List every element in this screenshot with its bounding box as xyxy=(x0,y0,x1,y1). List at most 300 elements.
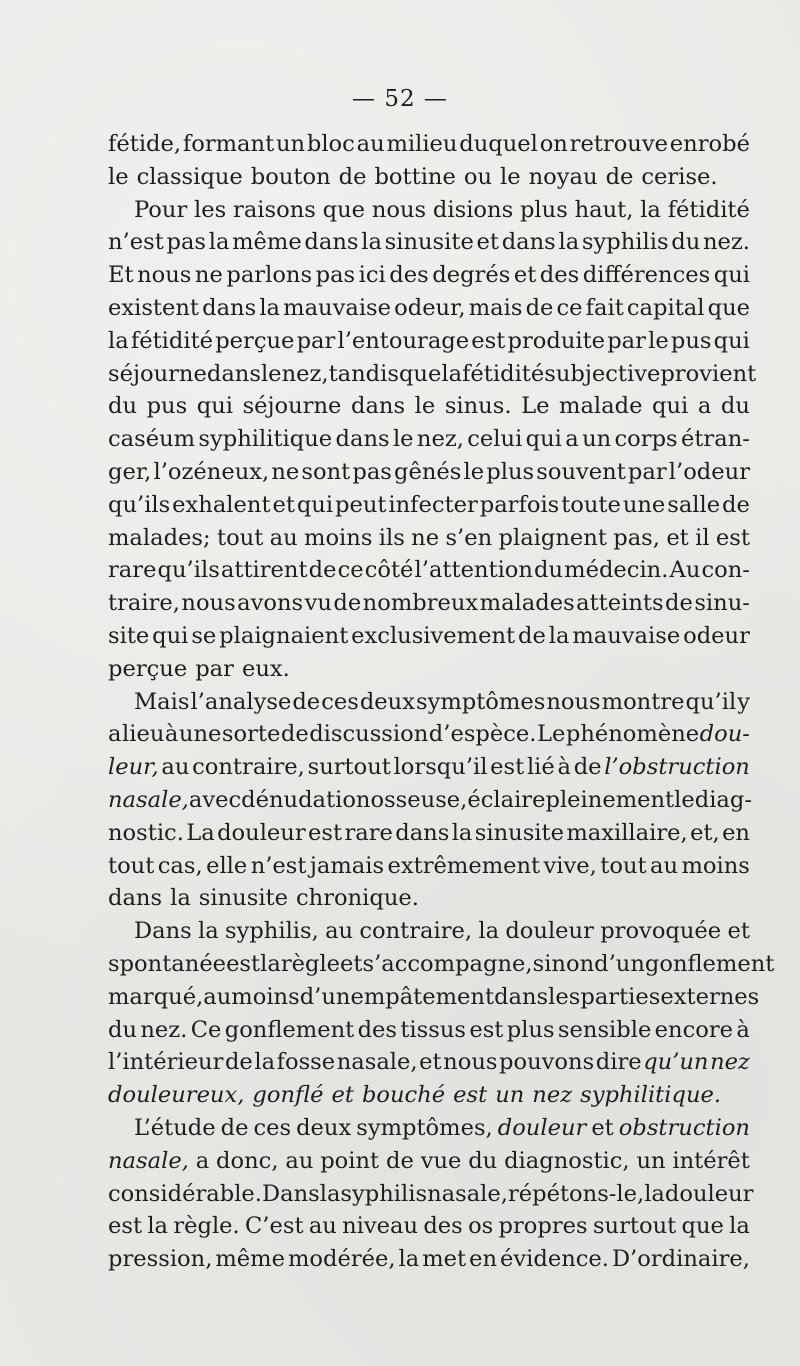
text-line xyxy=(108,981,760,1014)
word: corps xyxy=(614,426,678,453)
word: la xyxy=(208,229,230,256)
word: la xyxy=(398,1246,420,1273)
word: nez xyxy=(532,1082,573,1109)
word: la xyxy=(260,950,281,977)
word: une xyxy=(178,721,222,748)
word: leur, xyxy=(108,754,159,781)
word: dans xyxy=(350,393,406,420)
text-line xyxy=(108,1112,750,1145)
word: perçue xyxy=(215,327,295,354)
text-line xyxy=(108,653,750,686)
word: mauvaise xyxy=(283,294,392,321)
word: retrouve xyxy=(569,131,668,157)
word: vive, xyxy=(543,852,597,879)
text-line xyxy=(108,390,750,423)
word: raisons xyxy=(233,196,316,223)
word: douleureux, xyxy=(108,1082,245,1109)
word: s’accompagne, xyxy=(362,950,533,977)
word: sinon xyxy=(532,950,595,977)
word: et, xyxy=(690,819,720,846)
word: discussion xyxy=(309,721,429,748)
word: nous xyxy=(546,688,601,715)
word: deux xyxy=(359,688,415,715)
word: pus xyxy=(146,393,188,420)
word: côté xyxy=(364,557,414,584)
word: tout xyxy=(600,852,647,879)
word: Ce xyxy=(190,1016,222,1043)
word: des xyxy=(539,262,580,289)
word: même xyxy=(215,1246,285,1273)
word: extrêmement xyxy=(387,852,541,879)
word: pas xyxy=(166,229,207,256)
word: pleinement xyxy=(545,786,675,813)
word: évidence. xyxy=(500,1246,609,1273)
word: règle xyxy=(280,950,341,977)
word: des xyxy=(357,1016,397,1043)
word: la xyxy=(108,327,129,354)
word: nous xyxy=(371,196,427,223)
word: elle xyxy=(206,852,248,879)
word: et xyxy=(340,950,363,977)
word: point xyxy=(320,1147,380,1174)
word: est xyxy=(471,327,506,354)
word: ces xyxy=(253,1114,292,1141)
word: au xyxy=(285,1147,314,1174)
word: de xyxy=(333,590,362,617)
word: gonflé xyxy=(252,1082,324,1109)
word: Et xyxy=(108,262,134,289)
word: moins xyxy=(681,852,750,879)
word: plaignaient xyxy=(219,622,349,649)
word: différences xyxy=(582,262,711,289)
word: parlons xyxy=(226,262,313,289)
word: un xyxy=(636,1147,666,1174)
word: infecter xyxy=(388,491,478,518)
word: l’obstruction xyxy=(604,754,750,781)
word: phénomène xyxy=(565,721,700,748)
word: médecin. xyxy=(564,557,669,584)
word: de xyxy=(292,688,321,715)
word: lié xyxy=(526,754,555,781)
word: con- xyxy=(701,557,750,584)
word: fait xyxy=(585,294,624,321)
word: gonflement xyxy=(644,950,775,977)
word: des xyxy=(389,262,429,289)
text-line xyxy=(108,587,750,620)
text-line xyxy=(108,194,750,227)
word: exclusivement xyxy=(351,622,516,649)
word: y xyxy=(737,688,750,715)
word: la xyxy=(259,294,281,321)
word: par xyxy=(296,327,336,354)
word: pas xyxy=(315,262,356,289)
word: et xyxy=(513,262,537,289)
word: surtout xyxy=(307,754,391,781)
word: atteints xyxy=(576,590,664,617)
word: nostic. xyxy=(108,819,184,846)
word: avec xyxy=(188,786,242,813)
text-line xyxy=(108,325,750,358)
word: d’un xyxy=(594,950,645,977)
word: niveau xyxy=(342,1213,419,1240)
word: lorsqu’il xyxy=(393,754,488,781)
word: l’ozéneux, xyxy=(153,458,270,485)
word: la xyxy=(478,918,500,945)
word: et xyxy=(419,1049,442,1076)
word: et xyxy=(591,1114,614,1141)
word: un xyxy=(275,131,306,157)
word: du xyxy=(720,393,750,420)
text-line xyxy=(108,948,775,981)
word: vue xyxy=(420,1147,462,1174)
word: sinusite xyxy=(384,229,474,256)
word: que xyxy=(322,196,366,223)
word: avons xyxy=(237,590,304,617)
word: que xyxy=(398,360,442,387)
word: fétidité xyxy=(667,196,750,223)
word: qui xyxy=(652,393,689,420)
word: sensible xyxy=(557,1016,652,1043)
word: n’est xyxy=(250,852,307,879)
word: a xyxy=(195,1147,210,1174)
word: site xyxy=(108,622,150,649)
word: dans xyxy=(395,819,450,846)
word: règle. xyxy=(173,1213,240,1240)
word: Au xyxy=(669,557,701,584)
word: la xyxy=(729,1213,750,1240)
word: la xyxy=(147,1213,169,1240)
word: par xyxy=(627,458,667,485)
word: qui xyxy=(713,327,750,354)
word: ce xyxy=(556,294,583,321)
word: syphilis xyxy=(581,229,669,256)
text-line xyxy=(108,882,750,915)
word: de xyxy=(525,294,554,321)
text-line xyxy=(108,128,750,161)
word: et xyxy=(272,491,295,518)
word: ces xyxy=(321,688,359,715)
word: syphilis xyxy=(340,1180,428,1207)
word: même xyxy=(232,229,302,256)
word: les xyxy=(194,196,227,223)
word: de xyxy=(224,1049,253,1076)
text-line xyxy=(108,751,750,784)
text-line xyxy=(108,850,750,883)
word: au xyxy=(161,754,190,781)
word: sinusite xyxy=(198,885,288,912)
word: Dans xyxy=(261,1180,320,1207)
word: la xyxy=(254,1049,276,1076)
word: degrés xyxy=(432,262,511,289)
word: osseuse, xyxy=(370,786,468,813)
word: au xyxy=(269,524,298,551)
word: dans xyxy=(494,983,549,1010)
word: le xyxy=(108,163,129,190)
word: dire xyxy=(595,1049,642,1076)
word: milieu xyxy=(386,131,458,157)
word: qui xyxy=(152,622,189,649)
word: ne xyxy=(194,262,223,289)
word: au xyxy=(308,1213,337,1240)
word: surtout xyxy=(592,1213,677,1240)
text-line xyxy=(108,259,750,292)
word: chronique. xyxy=(296,885,419,912)
word: disions xyxy=(432,196,514,223)
word: produite xyxy=(507,327,606,354)
word: provoquée xyxy=(600,918,722,945)
word: à xyxy=(164,721,179,748)
word: Mais xyxy=(134,688,190,715)
word: provient xyxy=(660,360,757,387)
word: formant xyxy=(182,131,275,157)
word: jamais xyxy=(309,852,385,879)
word: spontanée xyxy=(108,950,227,977)
word: des xyxy=(423,1213,463,1240)
text-line xyxy=(108,456,750,489)
word: de xyxy=(665,590,693,617)
word: à xyxy=(557,754,571,781)
word: bloc xyxy=(306,131,355,157)
word: souvent xyxy=(536,458,626,485)
page-number: — 52 — xyxy=(352,86,448,112)
word: nez, xyxy=(416,426,464,453)
text-line xyxy=(108,686,750,719)
word: malades xyxy=(479,590,575,617)
word: du xyxy=(671,229,701,256)
word: la xyxy=(319,1180,341,1207)
word: d’espèce. xyxy=(428,721,537,748)
word: au xyxy=(325,918,354,945)
word: Dans xyxy=(134,918,192,945)
word: cas, xyxy=(157,852,203,879)
word: la xyxy=(451,819,473,846)
word: donc, xyxy=(216,1147,279,1174)
word: pas, xyxy=(613,524,660,551)
word: qu’ils xyxy=(157,557,220,584)
word: le xyxy=(392,426,414,453)
word: celui xyxy=(467,426,523,453)
text-line xyxy=(108,292,750,325)
word: maxillaire, xyxy=(566,819,688,846)
word: du xyxy=(108,1016,138,1043)
word: Le xyxy=(521,393,550,420)
text-line xyxy=(108,620,750,653)
word: contraire, xyxy=(359,918,473,945)
word: s’en xyxy=(445,524,493,551)
word: et xyxy=(727,918,750,945)
word: d’un xyxy=(299,983,351,1010)
word: ou xyxy=(463,163,492,190)
word: peut xyxy=(335,491,387,518)
word: fétidité xyxy=(462,360,545,387)
word: haut, xyxy=(574,196,634,223)
word: qui xyxy=(196,393,233,420)
word: parfois xyxy=(479,491,560,518)
word: le xyxy=(674,786,695,813)
word: gênés xyxy=(394,458,462,485)
word: douleur xyxy=(497,1114,587,1141)
word: le xyxy=(260,360,282,387)
word: deux xyxy=(296,1114,352,1141)
word: de xyxy=(280,721,309,748)
word: C’est xyxy=(245,1213,304,1240)
word: la xyxy=(170,885,191,912)
word: malade xyxy=(559,393,643,420)
word: existent xyxy=(108,294,200,321)
word: rare xyxy=(108,557,157,584)
word: La xyxy=(186,819,215,846)
word: encore xyxy=(654,1016,734,1043)
word: toute xyxy=(561,491,621,518)
word: dans xyxy=(206,360,261,387)
word: attirent xyxy=(220,557,308,584)
word: la xyxy=(441,360,463,387)
word: la xyxy=(644,1180,665,1207)
word: D’ordinaire, xyxy=(611,1246,750,1273)
word: a xyxy=(565,426,579,453)
word: qu’un xyxy=(643,1049,709,1076)
word: tout xyxy=(216,524,264,551)
word: et xyxy=(331,1082,354,1109)
text-line xyxy=(108,1178,754,1211)
word: plaignent xyxy=(498,524,607,551)
word: nous xyxy=(181,590,236,617)
word: et xyxy=(666,524,689,551)
word: fétide, xyxy=(108,131,182,157)
word: du xyxy=(468,1147,498,1174)
word: les xyxy=(548,983,581,1010)
word: ne xyxy=(411,524,440,551)
word: bouton xyxy=(250,163,331,190)
word: nez, xyxy=(281,360,329,387)
word: est xyxy=(108,1213,143,1240)
word: en xyxy=(722,819,750,846)
word: nasale, xyxy=(108,786,189,813)
text-line xyxy=(108,423,750,456)
text-line xyxy=(108,784,750,817)
word: une xyxy=(622,491,666,518)
word: qui xyxy=(296,491,334,518)
word: douleur xyxy=(505,918,594,945)
text-line xyxy=(108,161,750,194)
word: de xyxy=(220,1114,249,1141)
text-line xyxy=(108,1243,750,1276)
body-text xyxy=(108,128,775,1276)
word: sinu- xyxy=(694,590,750,617)
word: dou- xyxy=(699,721,750,748)
word: ger, xyxy=(108,458,152,485)
word: du xyxy=(534,557,564,584)
word: empâtement xyxy=(350,983,495,1010)
word: fosse xyxy=(276,1049,336,1076)
word: bouché xyxy=(361,1082,446,1109)
text-line xyxy=(108,522,750,555)
word: que xyxy=(681,1213,724,1240)
word: traire, xyxy=(108,590,180,617)
word: dans xyxy=(108,885,163,912)
word: la xyxy=(558,229,580,256)
text-line xyxy=(108,489,750,522)
word: modérée, xyxy=(287,1246,396,1273)
word: de xyxy=(308,557,337,584)
word: pouvons xyxy=(499,1049,595,1076)
word: le xyxy=(500,163,521,190)
word: pression, xyxy=(108,1246,213,1273)
word: est xyxy=(308,819,343,846)
word: nombreux xyxy=(362,590,479,617)
word: eux. xyxy=(241,655,290,682)
word: Le xyxy=(536,721,566,748)
word: dans xyxy=(304,229,359,256)
text-line xyxy=(108,358,757,391)
word: sinusite xyxy=(474,819,564,846)
text-line xyxy=(108,1210,750,1243)
word: nasale, xyxy=(336,1049,418,1076)
word: l’analyse xyxy=(190,688,292,715)
word: odeur, xyxy=(394,294,466,321)
text-line xyxy=(108,1046,750,1079)
word: au xyxy=(650,852,679,879)
word: l’entourage xyxy=(337,327,470,354)
word: la xyxy=(198,918,219,945)
word: un xyxy=(495,1082,525,1109)
word: nez xyxy=(710,1049,750,1076)
word: propres xyxy=(498,1213,588,1240)
text-line xyxy=(108,1014,750,1047)
word: est xyxy=(469,1016,504,1043)
word: parties xyxy=(580,983,661,1010)
word: de xyxy=(518,622,546,649)
word: le xyxy=(648,327,669,354)
word: syphilitique. xyxy=(580,1082,722,1109)
word: sorte xyxy=(221,721,281,748)
word: la xyxy=(548,622,570,649)
word: mais xyxy=(468,294,523,321)
word: noyau xyxy=(528,163,598,190)
word: un xyxy=(582,426,612,453)
word: lieu xyxy=(122,721,165,748)
word: Pour xyxy=(134,196,188,223)
word: ils xyxy=(378,524,405,551)
word: bottine xyxy=(374,163,456,190)
word: syphilitique xyxy=(198,426,333,453)
word: exhalent xyxy=(172,491,271,518)
text-line xyxy=(108,1079,750,1112)
word: on xyxy=(539,131,568,157)
word: douleur xyxy=(664,1180,754,1207)
word: le xyxy=(414,393,436,420)
word: contraire, xyxy=(192,754,305,781)
word: enrobé xyxy=(669,131,750,157)
word: capital xyxy=(626,294,705,321)
word: qu’il xyxy=(685,688,737,715)
word: séjourne xyxy=(108,360,207,387)
word: que xyxy=(707,294,750,321)
word: nez. xyxy=(140,1016,188,1043)
word: nez. xyxy=(702,229,750,256)
word: de xyxy=(573,754,602,781)
word: étran- xyxy=(680,426,750,453)
word: à xyxy=(736,1016,750,1043)
text-line xyxy=(108,718,750,751)
word: diag- xyxy=(694,786,752,813)
word: nasale, xyxy=(108,1147,189,1174)
word: plus xyxy=(519,196,568,223)
word: odeur xyxy=(683,622,750,649)
text-line xyxy=(108,817,750,850)
word: considérable. xyxy=(108,1180,262,1207)
word: est xyxy=(490,754,525,781)
